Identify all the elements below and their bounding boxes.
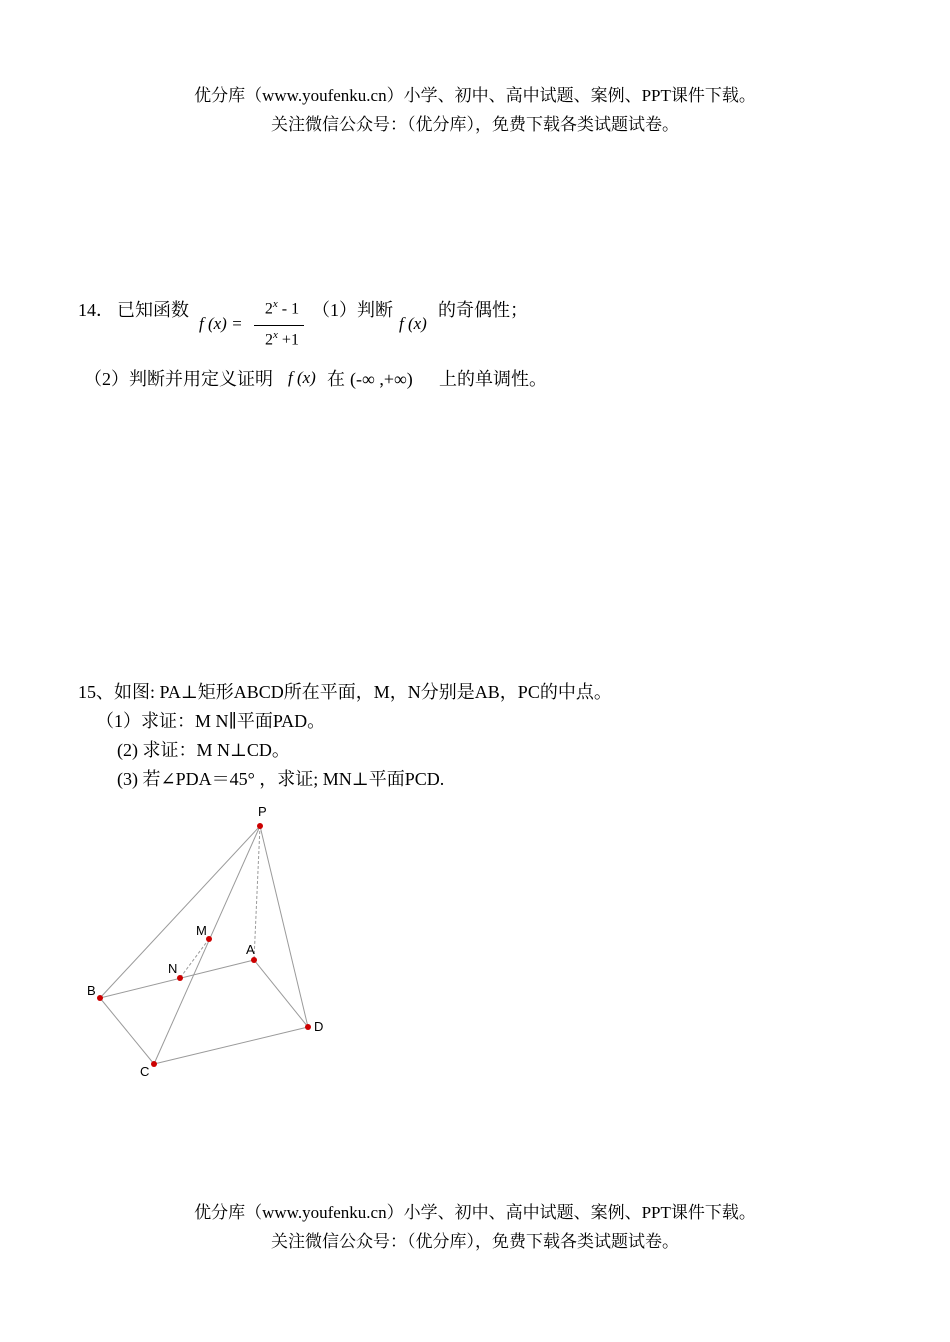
edge-CD — [154, 1027, 308, 1064]
footer-line-2: 关注微信公众号：（优分库），免费下载各类试题试卷。 — [271, 1232, 679, 1251]
label-M: M — [196, 923, 207, 938]
label-C: C — [140, 1064, 150, 1079]
edge-PA — [254, 826, 260, 960]
point-A — [251, 957, 257, 963]
q14-fraction — [254, 298, 310, 356]
label-D: D — [314, 1019, 324, 1034]
label-N: N — [168, 961, 178, 976]
point-M — [206, 936, 212, 942]
q14-part1-func: f (x) — [399, 314, 427, 333]
q14-part2-interval: (-∞ ,+∞) — [350, 369, 413, 389]
fraction-numerator: 2$^x$ - 1 — [264, 298, 300, 318]
edge-PB — [100, 826, 260, 998]
q14-intro: 已知函数 — [117, 300, 189, 320]
q14-part2-mid: 在 — [327, 369, 345, 389]
point-D — [305, 1024, 311, 1030]
q15-part3: (3) 若∠PDA＝45° ，求证; MN⊥平面PCD. — [117, 769, 445, 789]
q14-part2-tail: 上的单调性。 — [439, 369, 547, 389]
edge-PC — [154, 826, 260, 1064]
fraction-bar — [254, 325, 304, 326]
point-B — [97, 995, 103, 1001]
edge-BC — [100, 998, 154, 1064]
q14-func-lhs: f (x) = — [199, 314, 243, 333]
footer-line-1: 优分库（www.youfenku.cn）小学、初中、高中试题、案例、PPT课件下载。 — [194, 1203, 756, 1222]
point-C — [151, 1061, 157, 1067]
label-P: P — [258, 804, 267, 819]
pyramid-figure — [0, 790, 400, 1090]
point-N — [177, 975, 183, 981]
fraction-denominator: $2^x +1$ — [265, 329, 299, 349]
label-B: B — [87, 983, 96, 998]
q15-stem: 15、如图: PA⊥矩形ABCD所在平面，M，N分别是AB，PC的中点。 — [78, 682, 612, 702]
point-P — [257, 823, 263, 829]
header-line-2: 关注微信公众号：（优分库），免费下载各类试题试卷。 — [271, 115, 679, 134]
q14-part2-label: （2）判断并用定义证明 — [84, 369, 273, 389]
q15-part2: (2) 求证：M N⊥CD。 — [117, 740, 290, 760]
header-line-1: 优分库（www.youfenku.cn）小学、初中、高中试题、案例、PPT课件下载。 — [194, 86, 756, 105]
q15-part1: （1）求证：M N∥平面PAD。 — [96, 711, 326, 731]
q14-number: 14． — [78, 300, 114, 320]
label-A: A — [246, 942, 255, 957]
q14-part1-tail: 的奇偶性； — [438, 300, 528, 320]
q14-part2-func: f (x) — [288, 368, 316, 387]
q14-part1-label: （1）判断 — [312, 300, 393, 320]
